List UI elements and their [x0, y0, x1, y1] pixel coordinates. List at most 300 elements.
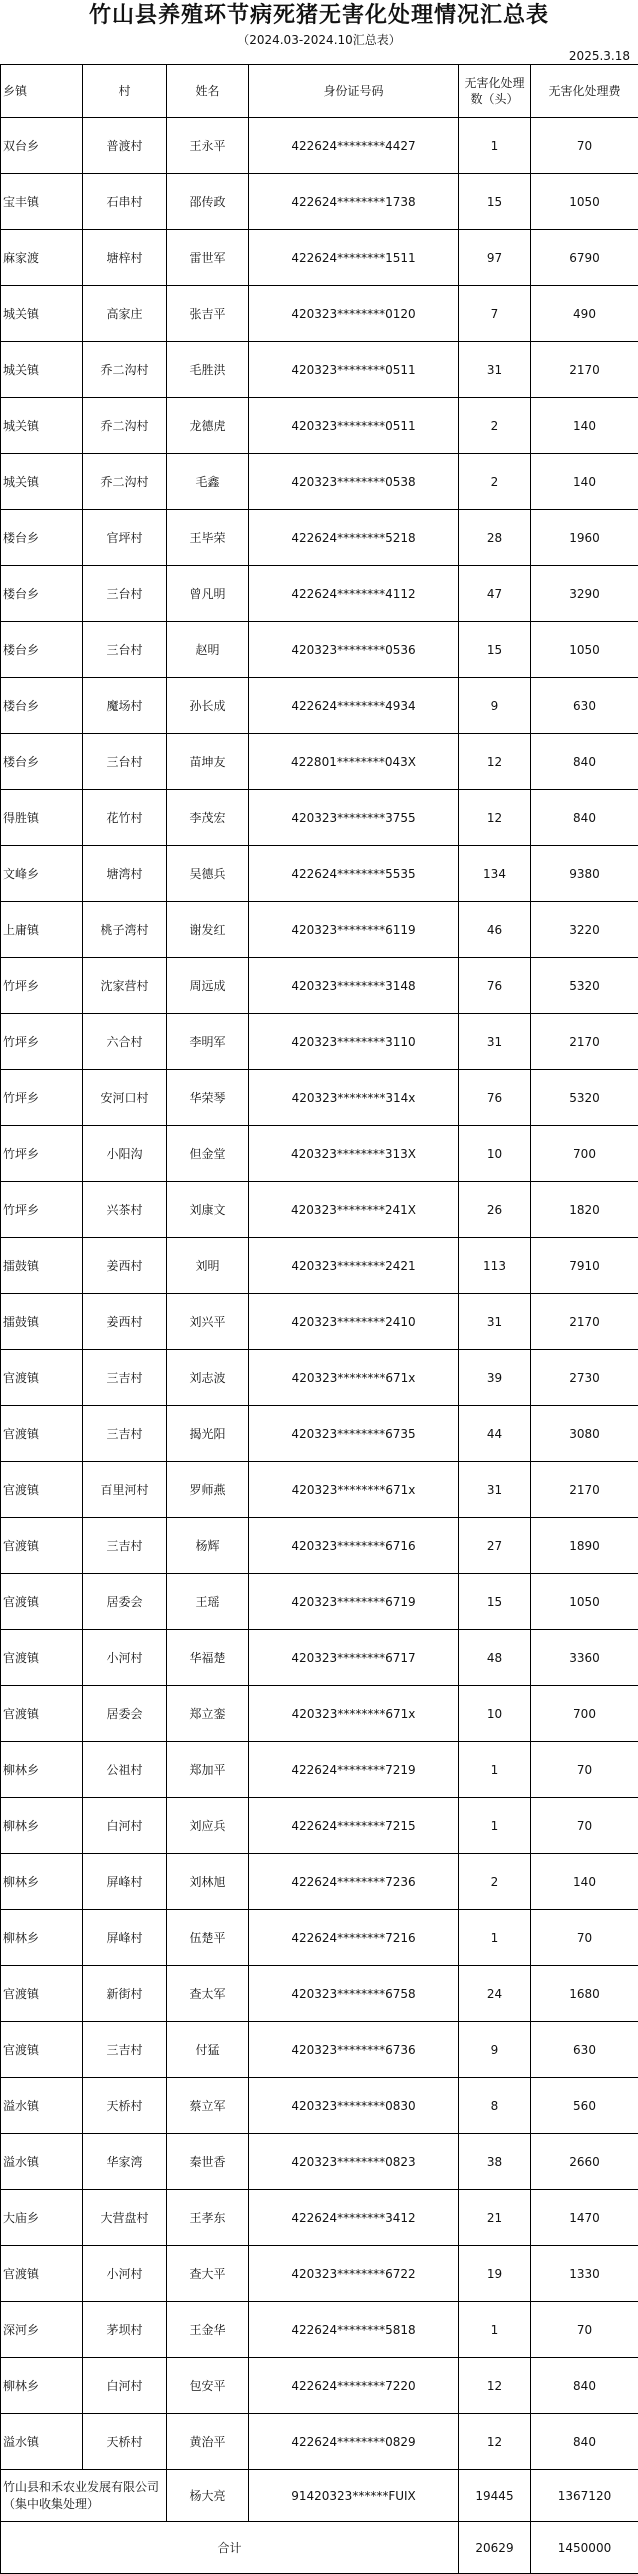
cell-village: 屏峰村: [83, 1910, 167, 1966]
company-row: [1, 2470, 638, 2522]
cell-name: 毛鑫: [167, 454, 249, 510]
cell-fee: 140: [531, 1854, 638, 1910]
cell-id: 422624********5818: [249, 2302, 459, 2358]
cell-name: 王瑶: [167, 1574, 249, 1630]
cell-count: 28: [459, 510, 531, 566]
cell-town: 麻家渡: [1, 230, 83, 286]
cell-village: 小阳沟: [83, 1126, 167, 1182]
table-row: [1, 622, 638, 678]
cell-fee: 7910: [531, 1238, 638, 1294]
cell-town: 楼台乡: [1, 510, 83, 566]
cell-village: 三台村: [83, 622, 167, 678]
cell-count: 134: [459, 846, 531, 902]
cell-town: 官渡镇: [1, 1350, 83, 1406]
cell-fee: 6790: [531, 230, 638, 286]
cell-name: 邵传政: [167, 174, 249, 230]
cell-village: 花竹村: [83, 790, 167, 846]
cell-id: 420323********2421: [249, 1238, 459, 1294]
cell-id: 420323********0511: [249, 342, 459, 398]
cell-name: 黄治平: [167, 2414, 249, 2470]
cell-name: 王毕荣: [167, 510, 249, 566]
cell-id: 420323********313X: [249, 1126, 459, 1182]
cell-name: 李明军: [167, 1014, 249, 1070]
cell-name: 包安平: [167, 2358, 249, 2414]
total-fee: 1450000: [531, 2522, 638, 2574]
cell-count: 1: [459, 118, 531, 174]
cell-fee: 1050: [531, 1574, 638, 1630]
cell-fee: 140: [531, 454, 638, 510]
cell-town: 城关镇: [1, 398, 83, 454]
cell-fee: 2170: [531, 1014, 638, 1070]
cell-name: 揭光阳: [167, 1406, 249, 1462]
cell-count: 7: [459, 286, 531, 342]
cell-name: 王孝东: [167, 2190, 249, 2246]
table-row: [1, 1798, 638, 1854]
cell-count: 24: [459, 1966, 531, 2022]
cell-town: 城关镇: [1, 342, 83, 398]
cell-count: 8: [459, 2078, 531, 2134]
cell-town: 大庙乡: [1, 2190, 83, 2246]
cell-id: 420323********2410: [249, 1294, 459, 1350]
table-row: [1, 230, 638, 286]
company-contact: 杨大亮: [167, 2470, 249, 2522]
cell-id: 422624********1511: [249, 230, 459, 286]
cell-id: 420323********6736: [249, 2022, 459, 2078]
period-subtitle: （2024.03-2024.10汇总表）: [0, 32, 638, 48]
cell-count: 15: [459, 174, 531, 230]
table-row: [1, 1014, 638, 1070]
cell-town: 官渡镇: [1, 1630, 83, 1686]
cell-count: 9: [459, 678, 531, 734]
summary-table: [0, 64, 638, 2574]
cell-fee: 1050: [531, 174, 638, 230]
header-village: 村: [83, 65, 167, 118]
cell-village: 桃子湾村: [83, 902, 167, 958]
cell-name: 雷世军: [167, 230, 249, 286]
cell-town: 官渡镇: [1, 1518, 83, 1574]
cell-village: 石串村: [83, 174, 167, 230]
company-fee: 1367120: [531, 2470, 638, 2522]
cell-name: 郑立銮: [167, 1686, 249, 1742]
table-row: [1, 1910, 638, 1966]
cell-id: 422801********043X: [249, 734, 459, 790]
header-row: [1, 65, 638, 118]
cell-village: 魔场村: [83, 678, 167, 734]
cell-fee: 1470: [531, 2190, 638, 2246]
cell-town: 擂鼓镇: [1, 1294, 83, 1350]
cell-town: 柳林乡: [1, 1742, 83, 1798]
table-row: [1, 1238, 638, 1294]
cell-village: 兴茶村: [83, 1182, 167, 1238]
table-row: [1, 2302, 638, 2358]
table-row: [1, 342, 638, 398]
cell-name: 查太军: [167, 1966, 249, 2022]
cell-count: 48: [459, 1630, 531, 1686]
cell-id: 422624********7219: [249, 1742, 459, 1798]
cell-name: 曾凡明: [167, 566, 249, 622]
table-row: [1, 846, 638, 902]
cell-count: 39: [459, 1350, 531, 1406]
cell-count: 10: [459, 1126, 531, 1182]
table-row: [1, 566, 638, 622]
cell-village: 天桥村: [83, 2414, 167, 2470]
cell-id: 420323********0823: [249, 2134, 459, 2190]
cell-id: 420323********0830: [249, 2078, 459, 2134]
cell-count: 76: [459, 958, 531, 1014]
cell-fee: 560: [531, 2078, 638, 2134]
cell-name: 谢发红: [167, 902, 249, 958]
cell-town: 竹坪乡: [1, 958, 83, 1014]
cell-fee: 70: [531, 2302, 638, 2358]
table-row: [1, 1966, 638, 2022]
total-count: 20629: [459, 2522, 531, 2574]
cell-name: 刘林旭: [167, 1854, 249, 1910]
table-row: [1, 790, 638, 846]
cell-town: 官渡镇: [1, 1966, 83, 2022]
cell-town: 溢水镇: [1, 2078, 83, 2134]
cell-town: 楼台乡: [1, 678, 83, 734]
cell-fee: 3360: [531, 1630, 638, 1686]
table-row: [1, 118, 638, 174]
cell-village: 塘梓村: [83, 230, 167, 286]
cell-name: 张吉平: [167, 286, 249, 342]
cell-name: 孙长成: [167, 678, 249, 734]
cell-count: 15: [459, 1574, 531, 1630]
company-count: 19445: [459, 2470, 531, 2522]
table-row: [1, 454, 638, 510]
cell-count: 21: [459, 2190, 531, 2246]
cell-count: 26: [459, 1182, 531, 1238]
page-title: 竹山县养殖环节病死猪无害化处理情况汇总表: [0, 0, 638, 32]
table-row: [1, 1126, 638, 1182]
cell-fee: 70: [531, 1798, 638, 1854]
cell-name: 但金堂: [167, 1126, 249, 1182]
cell-count: 15: [459, 622, 531, 678]
cell-town: 柳林乡: [1, 1910, 83, 1966]
cell-count: 1: [459, 1798, 531, 1854]
cell-town: 官渡镇: [1, 1406, 83, 1462]
table-row: [1, 678, 638, 734]
cell-name: 刘康文: [167, 1182, 249, 1238]
cell-id: 420323********0120: [249, 286, 459, 342]
cell-id: 420323********3755: [249, 790, 459, 846]
cell-village: 新街村: [83, 1966, 167, 2022]
cell-count: 31: [459, 1462, 531, 1518]
table-row: [1, 1294, 638, 1350]
cell-town: 官渡镇: [1, 1574, 83, 1630]
cell-count: 9: [459, 2022, 531, 2078]
cell-fee: 840: [531, 2414, 638, 2470]
cell-fee: 1890: [531, 1518, 638, 1574]
cell-count: 2: [459, 1854, 531, 1910]
table-row: [1, 1854, 638, 1910]
cell-id: 422624********0829: [249, 2414, 459, 2470]
cell-id: 422624********3412: [249, 2190, 459, 2246]
cell-village: 普渡村: [83, 118, 167, 174]
cell-id: 420323********6717: [249, 1630, 459, 1686]
cell-fee: 2170: [531, 1462, 638, 1518]
cell-fee: 700: [531, 1686, 638, 1742]
cell-village: 三吉村: [83, 2022, 167, 2078]
cell-count: 1: [459, 1742, 531, 1798]
cell-name: 王金华: [167, 2302, 249, 2358]
cell-village: 姜西村: [83, 1294, 167, 1350]
cell-fee: 840: [531, 2358, 638, 2414]
cell-village: 白河村: [83, 1798, 167, 1854]
cell-fee: 2170: [531, 342, 638, 398]
cell-count: 44: [459, 1406, 531, 1462]
cell-id: 422624********4112: [249, 566, 459, 622]
cell-name: 刘志波: [167, 1350, 249, 1406]
cell-name: 赵明: [167, 622, 249, 678]
cell-id: 422624********5218: [249, 510, 459, 566]
cell-count: 97: [459, 230, 531, 286]
cell-village: 六合村: [83, 1014, 167, 1070]
cell-town: 双台乡: [1, 118, 83, 174]
cell-town: 楼台乡: [1, 566, 83, 622]
cell-town: 楼台乡: [1, 622, 83, 678]
cell-village: 屏峰村: [83, 1854, 167, 1910]
table-row: [1, 1462, 638, 1518]
table-row: [1, 398, 638, 454]
cell-village: 天桥村: [83, 2078, 167, 2134]
table-row: [1, 286, 638, 342]
cell-fee: 3290: [531, 566, 638, 622]
cell-town: 上庸镇: [1, 902, 83, 958]
table-row: [1, 1518, 638, 1574]
cell-name: 周远成: [167, 958, 249, 1014]
cell-id: 420323********671x: [249, 1462, 459, 1518]
table-row: [1, 958, 638, 1014]
cell-id: 422624********4934: [249, 678, 459, 734]
cell-id: 420323********671x: [249, 1350, 459, 1406]
company-id: 91420323******FUIX: [249, 2470, 459, 2522]
cell-count: 2: [459, 398, 531, 454]
cell-name: 华荣琴: [167, 1070, 249, 1126]
cell-count: 113: [459, 1238, 531, 1294]
cell-count: 1: [459, 1910, 531, 1966]
cell-fee: 140: [531, 398, 638, 454]
cell-village: 居委会: [83, 1686, 167, 1742]
cell-village: 小河村: [83, 1630, 167, 1686]
cell-fee: 70: [531, 1910, 638, 1966]
cell-village: 小河村: [83, 2246, 167, 2302]
cell-id: 422624********7215: [249, 1798, 459, 1854]
table-row: [1, 2414, 638, 2470]
cell-count: 12: [459, 2358, 531, 2414]
cell-count: 46: [459, 902, 531, 958]
cell-village: 百里河村: [83, 1462, 167, 1518]
cell-town: 官渡镇: [1, 2022, 83, 2078]
cell-town: 城关镇: [1, 286, 83, 342]
cell-name: 刘应兵: [167, 1798, 249, 1854]
cell-town: 深河乡: [1, 2302, 83, 2358]
cell-name: 蔡立军: [167, 2078, 249, 2134]
cell-id: 420323********6735: [249, 1406, 459, 1462]
cell-fee: 1050: [531, 622, 638, 678]
table-row: [1, 2078, 638, 2134]
cell-id: 422624********7220: [249, 2358, 459, 2414]
cell-town: 官渡镇: [1, 1686, 83, 1742]
cell-id: 420323********0538: [249, 454, 459, 510]
table-row: [1, 2358, 638, 2414]
cell-fee: 70: [531, 1742, 638, 1798]
cell-village: 沈家营村: [83, 958, 167, 1014]
cell-fee: 2660: [531, 2134, 638, 2190]
cell-village: 茅坝村: [83, 2302, 167, 2358]
cell-fee: 1960: [531, 510, 638, 566]
cell-name: 秦世香: [167, 2134, 249, 2190]
cell-village: 安河口村: [83, 1070, 167, 1126]
cell-village: 居委会: [83, 1574, 167, 1630]
cell-fee: 1820: [531, 1182, 638, 1238]
cell-id: 420323********314x: [249, 1070, 459, 1126]
cell-name: 刘明: [167, 1238, 249, 1294]
cell-id: 420323********3110: [249, 1014, 459, 1070]
table-row: [1, 1742, 638, 1798]
cell-village: 大营盘村: [83, 2190, 167, 2246]
cell-id: 422624********1738: [249, 174, 459, 230]
cell-town: 竹坪乡: [1, 1070, 83, 1126]
cell-town: 城关镇: [1, 454, 83, 510]
cell-village: 三吉村: [83, 1350, 167, 1406]
cell-name: 华福楚: [167, 1630, 249, 1686]
cell-name: 查大平: [167, 2246, 249, 2302]
cell-village: 白河村: [83, 2358, 167, 2414]
cell-count: 10: [459, 1686, 531, 1742]
cell-village: 乔二沟村: [83, 454, 167, 510]
cell-id: 420323********671x: [249, 1686, 459, 1742]
cell-town: 竹坪乡: [1, 1182, 83, 1238]
cell-id: 420323********241X: [249, 1182, 459, 1238]
table-row: [1, 2022, 638, 2078]
cell-fee: 2730: [531, 1350, 638, 1406]
cell-id: 422624********4427: [249, 118, 459, 174]
cell-count: 38: [459, 2134, 531, 2190]
cell-town: 竹坪乡: [1, 1014, 83, 1070]
cell-id: 420323********0536: [249, 622, 459, 678]
cell-id: 422624********7236: [249, 1854, 459, 1910]
cell-town: 柳林乡: [1, 2358, 83, 2414]
table-row: [1, 1686, 638, 1742]
cell-id: 420323********6119: [249, 902, 459, 958]
header-fee: 无害化处理费: [531, 65, 638, 118]
total-row: [1, 2522, 638, 2574]
cell-name: 杨辉: [167, 1518, 249, 1574]
table-row: [1, 2134, 638, 2190]
cell-village: 官坪村: [83, 510, 167, 566]
cell-name: 吴德兵: [167, 846, 249, 902]
cell-count: 31: [459, 342, 531, 398]
cell-village: 乔二沟村: [83, 398, 167, 454]
cell-name: 龙德虎: [167, 398, 249, 454]
header-id: 身份证号码: [249, 65, 459, 118]
table-row: [1, 2246, 638, 2302]
cell-fee: 840: [531, 734, 638, 790]
cell-count: 2: [459, 454, 531, 510]
cell-count: 27: [459, 1518, 531, 1574]
table-row: [1, 902, 638, 958]
cell-id: 420323********0511: [249, 398, 459, 454]
cell-fee: 9380: [531, 846, 638, 902]
cell-name: 伍楚平: [167, 1910, 249, 1966]
cell-name: 毛胜洪: [167, 342, 249, 398]
header-count: 无害化处理数（头）: [459, 65, 531, 118]
cell-fee: 70: [531, 118, 638, 174]
cell-village: 三吉村: [83, 1406, 167, 1462]
cell-town: 溢水镇: [1, 2414, 83, 2470]
table-row: [1, 2190, 638, 2246]
cell-count: 47: [459, 566, 531, 622]
cell-count: 12: [459, 790, 531, 846]
company-org: 竹山县和禾农业发展有限公司（集中收集处理）: [1, 2470, 167, 2522]
cell-count: 31: [459, 1294, 531, 1350]
cell-village: 乔二沟村: [83, 342, 167, 398]
cell-id: 420323********6716: [249, 1518, 459, 1574]
cell-town: 柳林乡: [1, 1798, 83, 1854]
cell-town: 楼台乡: [1, 734, 83, 790]
cell-town: 宝丰镇: [1, 174, 83, 230]
cell-fee: 3220: [531, 902, 638, 958]
cell-name: 郑加平: [167, 1742, 249, 1798]
table-row: [1, 510, 638, 566]
cell-name: 刘兴平: [167, 1294, 249, 1350]
cell-town: 柳林乡: [1, 1854, 83, 1910]
table-row: [1, 1350, 638, 1406]
cell-town: 文峰乡: [1, 846, 83, 902]
table-row: [1, 734, 638, 790]
cell-count: 12: [459, 734, 531, 790]
cell-id: 420323********6758: [249, 1966, 459, 2022]
table-row: [1, 174, 638, 230]
cell-count: 19: [459, 2246, 531, 2302]
cell-fee: 490: [531, 286, 638, 342]
cell-town: 溢水镇: [1, 2134, 83, 2190]
cell-town: 竹坪乡: [1, 1126, 83, 1182]
cell-village: 三台村: [83, 566, 167, 622]
cell-village: 三台村: [83, 734, 167, 790]
cell-fee: 630: [531, 2022, 638, 2078]
cell-id: 420323********6722: [249, 2246, 459, 2302]
cell-village: 塘湾村: [83, 846, 167, 902]
cell-name: 王永平: [167, 118, 249, 174]
cell-count: 12: [459, 2414, 531, 2470]
cell-village: 华家湾: [83, 2134, 167, 2190]
report-date: 2025.3.18: [569, 48, 630, 64]
cell-id: 422624********5535: [249, 846, 459, 902]
table-row: [1, 1182, 638, 1238]
cell-id: 422624********7216: [249, 1910, 459, 1966]
cell-fee: 840: [531, 790, 638, 846]
cell-name: 付猛: [167, 2022, 249, 2078]
cell-fee: 1680: [531, 1966, 638, 2022]
cell-village: 三吉村: [83, 1518, 167, 1574]
cell-fee: 630: [531, 678, 638, 734]
table-row: [1, 1630, 638, 1686]
cell-count: 76: [459, 1070, 531, 1126]
cell-fee: 5320: [531, 958, 638, 1014]
cell-village: 姜西村: [83, 1238, 167, 1294]
cell-village: 高家庄: [83, 286, 167, 342]
total-label: 合计: [1, 2522, 459, 2574]
cell-town: 官渡镇: [1, 2246, 83, 2302]
header-town: 乡镇: [1, 65, 83, 118]
cell-fee: 3080: [531, 1406, 638, 1462]
cell-fee: 700: [531, 1126, 638, 1182]
cell-town: 擂鼓镇: [1, 1238, 83, 1294]
cell-id: 420323********3148: [249, 958, 459, 1014]
table-row: [1, 1070, 638, 1126]
